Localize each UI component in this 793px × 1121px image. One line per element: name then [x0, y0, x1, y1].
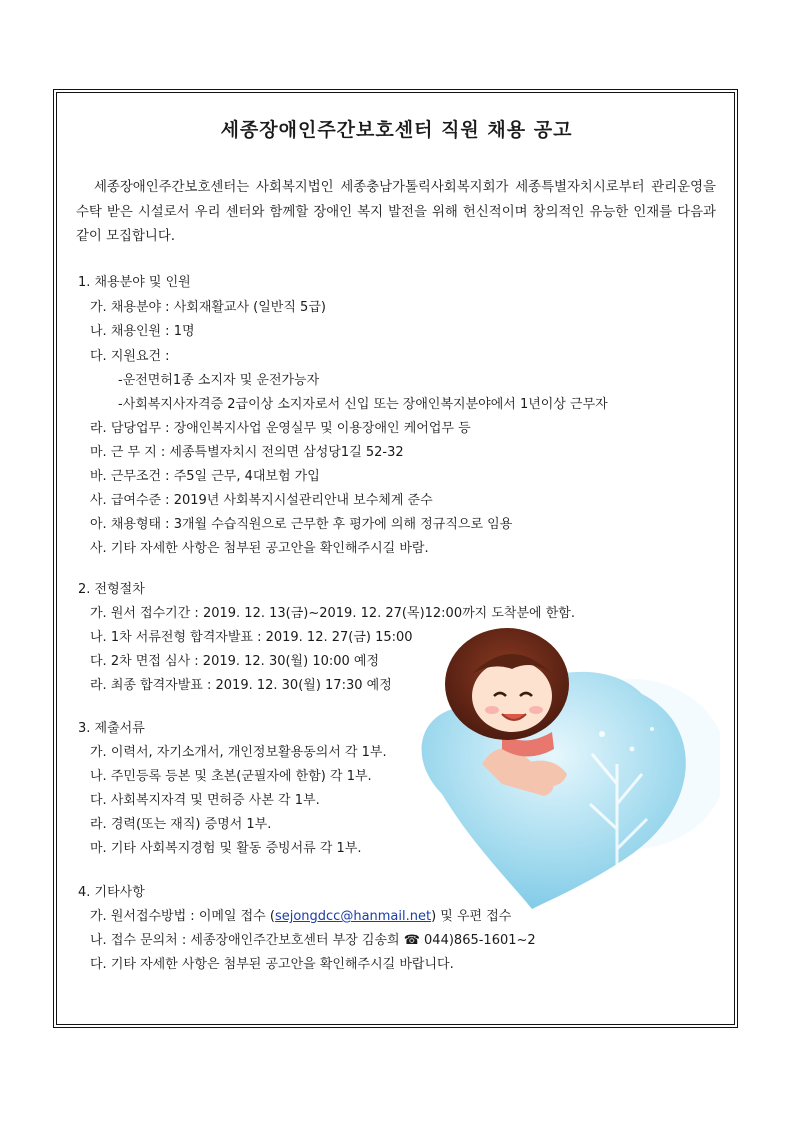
s1-item: 바. 근무조건 : 주5일 근무, 4대보험 가입: [90, 469, 320, 484]
intro-text: 세종장애인주간보호센터는 사회복지법인 세종충남가톨릭사회복지회가 세종특별자치시로부터 관리운영을 수탁 받은 시설로서 우리 센터와 함께할 장애인 복지 발전을 위해 헌신적이며 창의적인 유능한 인재를 다음과 같이 모집합니다.: [76, 180, 716, 244]
s1-item: 아. 채용형태 : 3개월 수습직원으로 근무한 후 평가에 의해 정규직으로 임용: [90, 517, 513, 532]
s1-item: 다. 지원요건 :: [90, 349, 170, 364]
s1-item: 가. 채용분야 : 사회재활교사 (일반직 5급): [90, 300, 326, 315]
s3-item: 라. 경력(또는 재직) 증명서 1부.: [90, 817, 272, 832]
s1-item: 마. 근 무 지 : 세종특별자치시 전의면 삼성당1길 52-32: [90, 445, 404, 460]
s1-item: 라. 담당업무 : 장애인복지사업 운영실무 및 이용장애인 케어업무 등: [90, 421, 471, 436]
apply-method-suffix: ) 및 우편 접수: [431, 909, 512, 924]
intro-paragraph: [76, 176, 716, 250]
section-3-heading: 3. 제출서류: [78, 721, 145, 736]
s3-item: 다. 사회복지자격 및 면허증 사본 각 1부.: [90, 793, 320, 808]
s4-item-contact: 나. 접수 문의처 : 세종장애인주간보호센터 부장 김송희 ☎ 044)865-1601~2: [90, 933, 536, 948]
s3-item: 가. 이력서, 자기소개서, 개인정보활용동의서 각 1부.: [90, 745, 387, 760]
s1-item: 사. 급여수준 : 2019년 사회복지시설관리안내 보수체계 준수: [90, 493, 433, 508]
s1-subitem: -운전면허1종 소지자 및 운전가능자: [118, 373, 320, 388]
section-2-heading: 2. 전형절차: [78, 582, 145, 597]
s1-item: 나. 채용인원 : 1명: [90, 324, 195, 339]
s2-item: 라. 최종 합격자발표 : 2019. 12. 30(월) 17:30 예정: [90, 678, 392, 693]
page-title: 세종장애인주간보호센터 직원 채용 공고: [220, 119, 573, 141]
s4-item-etc: 다. 기타 자세한 사항은 첨부된 공고안을 확인해주시길 바랍니다.: [90, 957, 454, 972]
s1-item: 사. 기타 자세한 사항은 첨부된 공고안을 확인해주시길 바람.: [90, 541, 429, 556]
s2-item: 나. 1차 서류전형 합격자발표 : 2019. 12. 27(금) 15:00: [90, 630, 413, 645]
s2-item: 다. 2차 면접 심사 : 2019. 12. 30(월) 10:00 예정: [90, 654, 380, 669]
apply-method-prefix: 가. 원서접수방법 : 이메일 접수 (: [90, 909, 275, 924]
email-link[interactable]: sejongdcc@hanmail.net: [274, 909, 432, 924]
girl-heart-illustration: [402, 614, 720, 914]
s2-item: 가. 원서 접수기간 : 2019. 12. 13(금)~2019. 12. 27(목)12:00까지 도착분에 한함.: [90, 606, 575, 621]
s4-item-apply-method: [90, 905, 511, 924]
s3-item: 마. 기타 사회복지경험 및 활동 증빙서류 각 1부.: [90, 841, 362, 856]
section-1-heading: 1. 채용분야 및 인원: [78, 275, 191, 290]
s1-subitem: -사회복지사자격증 2급이상 소지자로서 신입 또는 장애인복지분야에서 1년이상 근무자: [118, 397, 608, 412]
section-4-heading: 4. 기타사항: [78, 885, 145, 900]
s3-item: 나. 주민등록 등본 및 초본(군필자에 한함) 각 1부.: [90, 769, 372, 784]
